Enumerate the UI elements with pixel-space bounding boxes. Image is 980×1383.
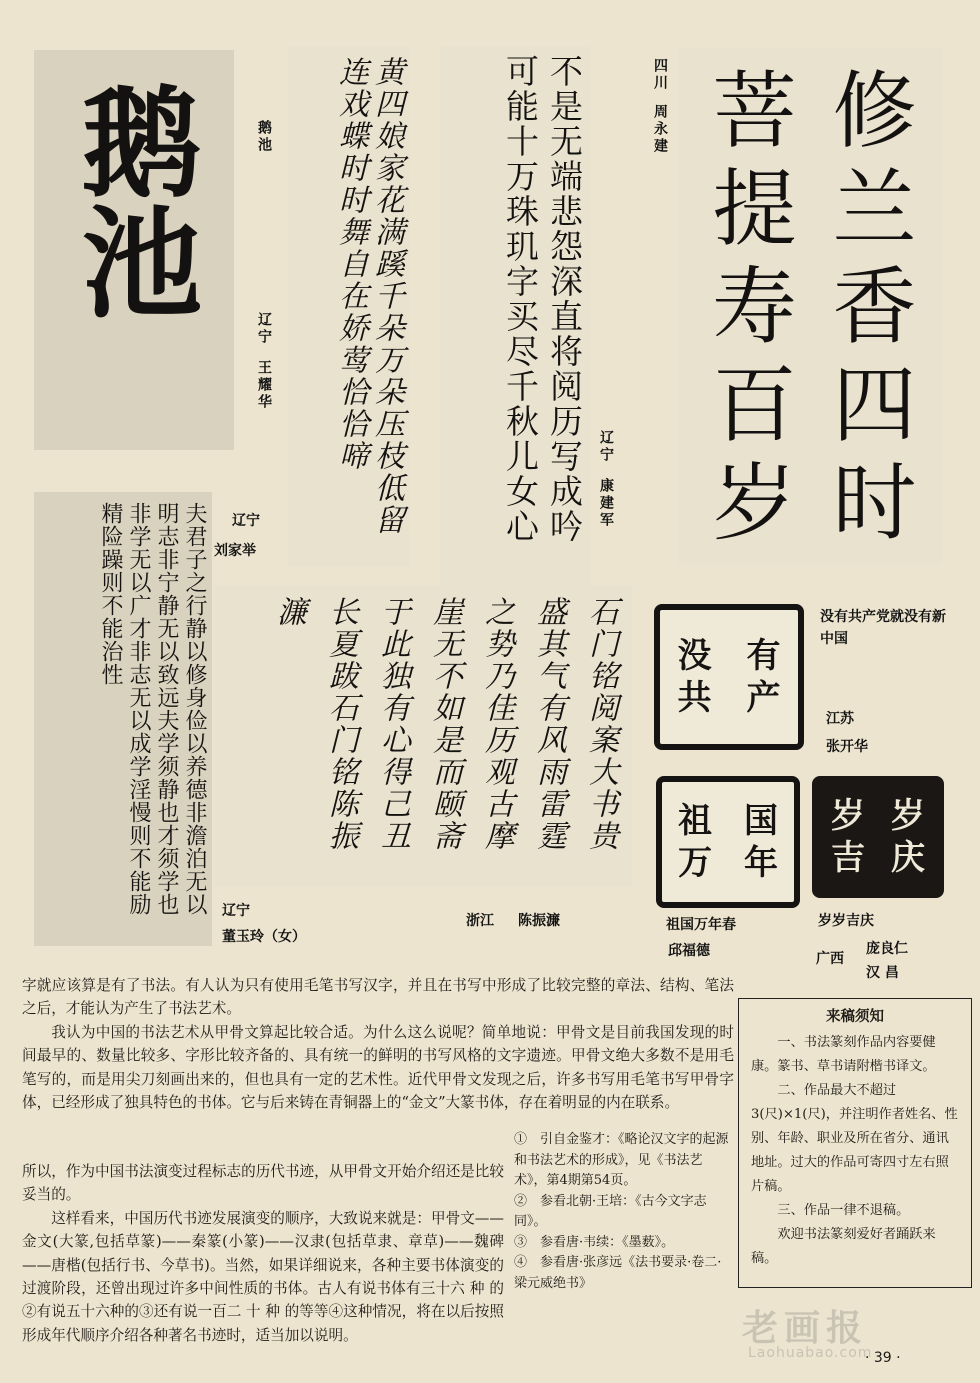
footnote-2: ② 参看北朝·王培：《古今文字志同》。 [514, 1193, 707, 1229]
submission-notice-item-3: 三、作品一律不退稿。 [777, 1203, 910, 1218]
article-body-top [22, 974, 734, 1114]
seal-3-author-1: 庞良仁 [866, 941, 908, 957]
artwork-e-chi-author: 王耀华 [256, 360, 272, 411]
artwork-huang-author: 刘家举 [214, 543, 256, 559]
seal-3-author-2: 汉 昌 [866, 965, 899, 981]
seal-1-caption: 没有共产党就没有新中国 [820, 609, 946, 647]
artwork-e-chi-chars: 鹅池 [62, 80, 203, 320]
seal-2-caption: 祖国万年春 [666, 917, 736, 933]
artwork-fu-jun-zi-author: 董玉玲（女） [222, 929, 306, 945]
submission-notice [738, 998, 972, 1288]
artwork-huang-si-niang-text: 黄四娘家花满蹊千朵万朵压枝低留连戏蝶时时舞自在娇莺恰恰啼 [333, 56, 404, 536]
submission-notice-item-2: 二、作品最大不超过3(尺)×1(尺)，并注明作者姓名、性别、年龄、职业及所在省分、通讯地址。过大的作品可寄四寸左右照片稿。 [751, 1083, 958, 1194]
artwork-shi-men-author: 陈振濂 [518, 913, 560, 929]
artwork-huang-si-niang [288, 46, 410, 566]
artwork-fu-jun-zi-text: 夫君子之行静以修身俭以养德非澹泊无以明志非宁静无以致远夫学须静也才须学也非学无以广才非志无以成学淫慢则不能励精险躁则不能治性 [98, 502, 207, 916]
submission-notice-title: 来稿须知 [826, 1008, 884, 1025]
artwork-bu-shi-region: 辽宁 [598, 430, 614, 464]
artwork-e-chi-title: 鹅池 [256, 120, 272, 154]
footnote-1: ① 引自金鉴才：《略论汉文字的起源和书法艺术的形成》，见《书法艺术》，第4期第54页。 [514, 1132, 729, 1188]
seal-zu-guo-wan-nian-chun: 祖 国 万 年 [656, 776, 800, 908]
artwork-xiu-lan-text: 修兰香四时菩提寿百岁 [699, 66, 917, 556]
artwork-bu-shi-wu-duan [440, 46, 590, 586]
article-paragraph-2: 我认为中国的书法艺术从甲骨文算起比较合适。为什么这么说呢？简单地说：甲骨文是目前我国发现的时间最早的、数量比较多、字形比较齐备的、具有统一的鲜明的书写风格的文字遗迹。甲骨文绝大多数不是用毛笔写的，而是用尖刀刻画出来的，但也具有一定的艺术性。近代甲骨文发现之后，许多书写用毛笔书写甲骨字体，已经形成了独具特色的书体。它与后来铸在青铜器上的“金文”大篆书体，存在着明显的内在联系。 [22, 1023, 734, 1112]
seal-1-region: 江苏 [826, 711, 854, 727]
seal-mei-you-gong-chan-dang: 没 有 共 产 [654, 604, 804, 750]
artwork-xiu-lan-author: 周永建 [652, 104, 668, 155]
artwork-huang-region: 辽宁 [232, 513, 260, 529]
footnotes [514, 1130, 732, 1294]
watermark-url: Laohuabao.com [748, 1345, 873, 1361]
artwork-shi-men-region: 浙江 [466, 913, 494, 929]
article-body-bottom [22, 1160, 504, 1347]
article-paragraph-1: 字就应该算是有了书法。有人认为只有使用毛笔书写汉字，并且在书写中形成了比较完整的章法、结构、笔法之后，才能认为产生了书法艺术。 [22, 977, 734, 1018]
artwork-bu-shi-author: 康建军 [598, 478, 614, 529]
artwork-xiu-lan-xiang [678, 48, 942, 563]
artwork-e-chi-region: 辽宁 [256, 312, 272, 346]
seal-sui-sui-ji-qing: 岁 岁 吉 庆 [812, 776, 944, 898]
article-paragraph-3: 所以，作为中国书法演变过程标志的历代书迹，从甲骨文开始介绍还是比较妥当的。 [22, 1163, 504, 1204]
seal-3-region: 广西 [816, 951, 844, 967]
page-number: · 39 · [865, 1350, 901, 1366]
footnote-4: ④ 参看唐·张彦远《法书要录·卷二·梁元威绝书》 [514, 1255, 722, 1291]
seal-2-author: 邱福德 [668, 943, 710, 959]
artwork-fu-jun-zi-region: 辽宁 [222, 903, 250, 919]
seal-1-author: 张开华 [826, 739, 868, 755]
submission-notice-item-4: 欢迎书法篆刻爱好者踊跃来稿。 [751, 1227, 936, 1266]
artwork-shi-men-ming-text: 石门铭阅案大书贵盛其气有风雨雷霆之势乃佳历观古摩崖无不如是而颐斋于此独有心得己丑长夏跋石门铭陈振濂 [271, 596, 618, 852]
submission-notice-item-1: 一、书法篆刻作品内容要健康。篆书、草书请附楷书译文。 [751, 1035, 936, 1074]
artwork-bu-shi-text: 不是无端悲怨深直将阅历写成吟可能十万珠玑字买尽千秋儿女心 [501, 54, 584, 544]
artwork-e-chi [34, 50, 234, 450]
artwork-xiu-lan-region: 四川 [652, 58, 668, 92]
seal-3-caption: 岁岁吉庆 [818, 913, 874, 929]
artwork-shi-men-ming [214, 586, 632, 886]
footnote-3: ③ 参看唐·韦续：《墨薮》。 [514, 1234, 675, 1250]
article-paragraph-4: 这样看来，中国历代书迹发展演变的顺序，大致说来就是：甲骨文——金文(大篆,包括草篆)——秦篆(小篆)——汉隶(包括草隶、章草)——魏碑——唐楷(包括行书、今草书)。当然，如果详细说来，各种主要书体演变的过渡阶段，还曾出现过许多中间性质的书体。古人有说书体有三十六 种 的②有说五十六种的③还有说一百二 十 种 的等等④这种情况，将在以后按照形成年代顺序介绍各种著名书迹时，适当加以说明。 [22, 1209, 504, 1344]
artwork-fu-jun-zi [34, 492, 212, 946]
watermark-logo: 老画报 [742, 1308, 869, 1349]
